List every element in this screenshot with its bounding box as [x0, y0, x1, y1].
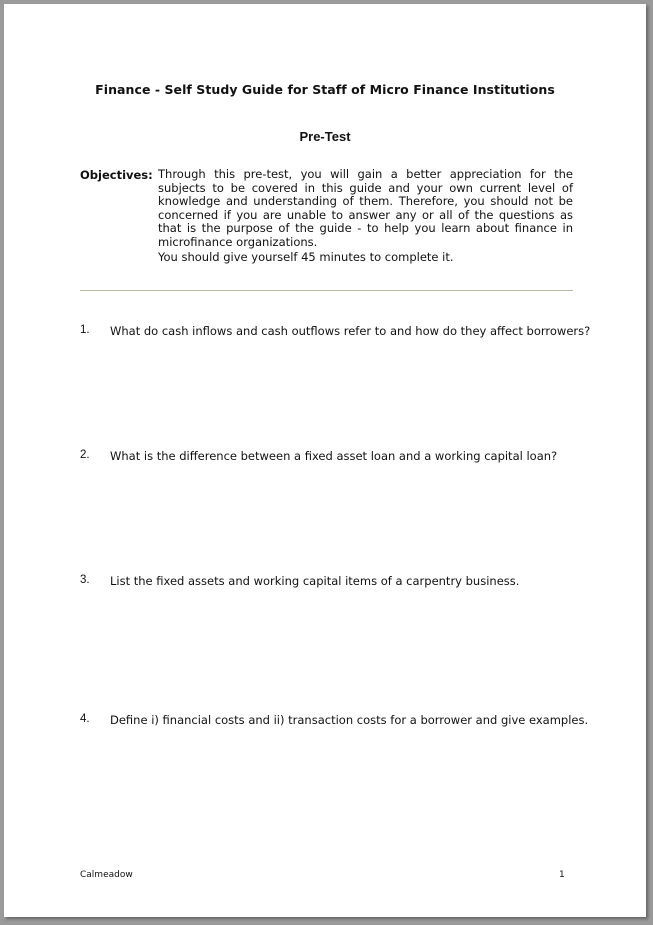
- question-number: 4.: [80, 713, 90, 725]
- question-text: What do cash inflows and cash outflows refer to and how do they affect borrowers?: [110, 324, 591, 338]
- question-text: What is the difference between a fixed asset loan and a working capital loan?: [110, 449, 558, 463]
- objectives-label: Objectives:: [80, 168, 153, 182]
- question-number: 3.: [80, 574, 90, 586]
- page-number: 1: [559, 870, 565, 880]
- question-number: 2.: [80, 449, 90, 461]
- question-text: Define i) financial costs and ii) transaction costs for a borrower and give examples.: [110, 713, 589, 727]
- divider: [80, 290, 573, 291]
- document-title: Finance - Self Study Guide for Staff of Micro Finance Institutions: [95, 82, 555, 97]
- question-number: 1.: [80, 324, 90, 336]
- document-page: [4, 4, 646, 917]
- footer-organization: Calmeadow: [80, 870, 133, 880]
- question-text: List the fixed assets and working capital items of a carpentry business.: [110, 574, 520, 588]
- section-title: Pre-Test: [299, 129, 351, 144]
- time-note: You should give yourself 45 minutes to complete it.: [158, 250, 454, 264]
- objectives-paragraph: Through this pre-test, you will gain a better appreciation for the subjects to be covered in this guide and your own current level of knowledge and understanding of them. Therefore, you should not be concerned if you are unable to answer any or all of the questions as that is the purpose of the guide - to help you learn about finance in microfinance organizations.: [158, 167, 573, 249]
